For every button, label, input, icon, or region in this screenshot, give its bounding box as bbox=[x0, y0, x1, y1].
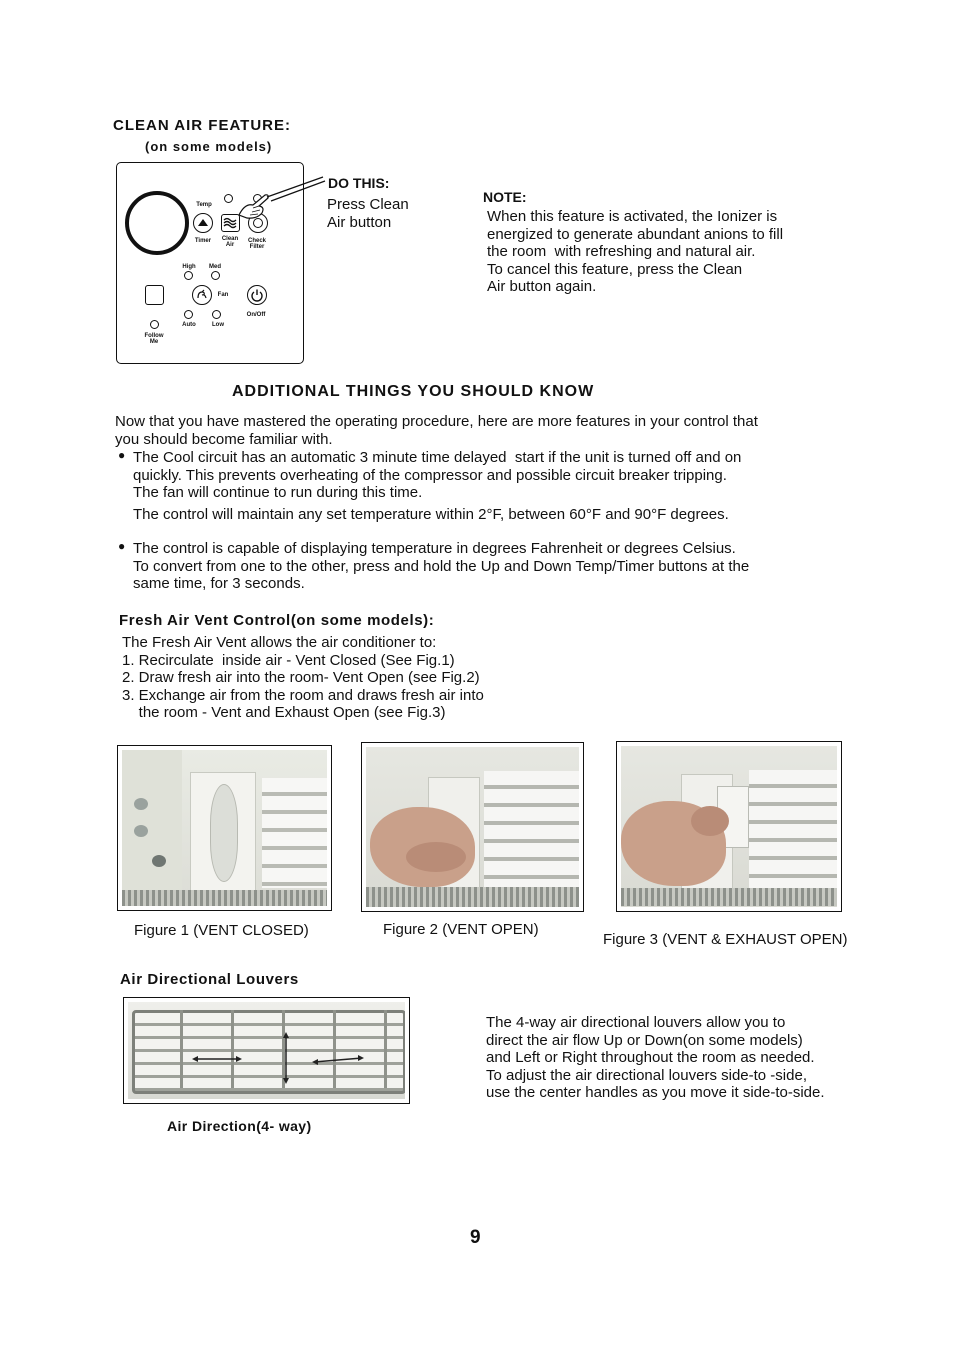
bullet-2-text: The control is capable of displaying temperature in degrees Fahrenheit or degrees Celsius. To convert from one to the other, press and hold the Up and Down Temp/Timer buttons at the same time, for 3 seconds. bbox=[133, 540, 750, 592]
follow-me-led bbox=[150, 320, 159, 329]
figure-3-image bbox=[616, 741, 842, 912]
figure-3-caption: Figure 3 (VENT & EXHAUST OPEN) bbox=[603, 931, 848, 948]
figure-1-caption: Figure 1 (VENT CLOSED) bbox=[134, 922, 309, 939]
do-this-text: Press Clean Air button bbox=[327, 196, 409, 231]
low-label: Low bbox=[212, 322, 224, 328]
louvers-image bbox=[123, 997, 410, 1104]
fan-icon bbox=[193, 286, 211, 304]
on-off-label: On/Off bbox=[246, 312, 266, 318]
high-led bbox=[184, 271, 193, 280]
fan-button[interactable] bbox=[192, 285, 212, 305]
mode-button[interactable] bbox=[145, 285, 164, 305]
direction-arrows-icon bbox=[128, 1002, 405, 1099]
fresh-air-text: The Fresh Air Vent allows the air conditioner to: 1. Recirculate inside air - Vent Closed (See Fig.1) 2. Draw fresh air into the room- Vent Open (see Fig.2) 3. Exchange air from the room and draws fresh air into the room - Vent and Exhaust Open (see Fig.3) bbox=[122, 634, 484, 721]
auto-label: Auto bbox=[182, 322, 196, 328]
up-arrow-icon bbox=[194, 214, 212, 232]
fan-label: Fan bbox=[217, 292, 229, 298]
bullet-1-text: The Cool circuit has an automatic 3 minute time delayed start if the unit is turned off and on quickly. This prevents overheating of the compressor and possible circuit breaker tripping. The fan will continue to run during this time. bbox=[133, 449, 742, 501]
note-text: When this feature is activated, the Ionizer is energized to generate abundant anions to fill the room with refreshing and natural air. To cancel this feature, press the Clean Air button again. bbox=[487, 208, 784, 295]
figure-2-image bbox=[361, 742, 584, 912]
additional-title: ADDITIONAL THINGS YOU SHOULD KNOW bbox=[232, 383, 595, 400]
clean-air-label: Clean Air bbox=[221, 236, 239, 248]
bullet-icon: ● bbox=[118, 448, 126, 462]
additional-intro: Now that you have mastered the operating procedure, here are more features in your control that you should become familiar with. bbox=[115, 413, 758, 448]
bullet-icon: ● bbox=[118, 539, 126, 553]
louvers-title: Air Directional Louvers bbox=[120, 971, 299, 988]
callout-line bbox=[267, 175, 327, 205]
fresh-air-title: Fresh Air Vent Control(on some models): bbox=[119, 612, 435, 629]
auto-led bbox=[184, 310, 193, 319]
temp-up-button[interactable] bbox=[193, 213, 213, 233]
note-label: NOTE: bbox=[483, 189, 527, 205]
control-panel-illustration bbox=[116, 162, 304, 364]
louvers-caption: Air Direction(4- way) bbox=[167, 1118, 312, 1134]
power-icon bbox=[248, 286, 266, 304]
figure-1-image bbox=[117, 745, 332, 911]
check-filter-label: Check Filter bbox=[247, 238, 266, 250]
louvers-text: The 4-way air directional louvers allow you to direct the air flow Up or Down(on some models) and Left or Right throughout the room as needed. To adjust the air directional louvers side-to -side, use the center handles as you move it side-to-side. bbox=[486, 1014, 825, 1101]
timer-label: Timer bbox=[194, 238, 212, 244]
clean-air-subtitle: (on some models) bbox=[145, 139, 273, 154]
figure-2-caption: Figure 2 (VENT OPEN) bbox=[383, 921, 539, 938]
indicator-led bbox=[224, 194, 233, 203]
clean-air-title: CLEAN AIR FEATURE: bbox=[113, 117, 291, 134]
page-number: 9 bbox=[470, 1227, 481, 1248]
high-label: High bbox=[182, 264, 196, 270]
temp-label: Temp bbox=[196, 202, 212, 208]
power-button[interactable] bbox=[247, 285, 267, 305]
do-this-label: DO THIS: bbox=[328, 175, 390, 191]
maintain-temp-text: The control will maintain any set temperature within 2°F, between 60°F and 90°F degrees. bbox=[133, 506, 729, 523]
med-led bbox=[211, 271, 220, 280]
low-led bbox=[212, 310, 221, 319]
follow-me-label: Follow Me bbox=[144, 333, 164, 345]
med-label: Med bbox=[209, 264, 221, 270]
display-window bbox=[125, 191, 189, 255]
